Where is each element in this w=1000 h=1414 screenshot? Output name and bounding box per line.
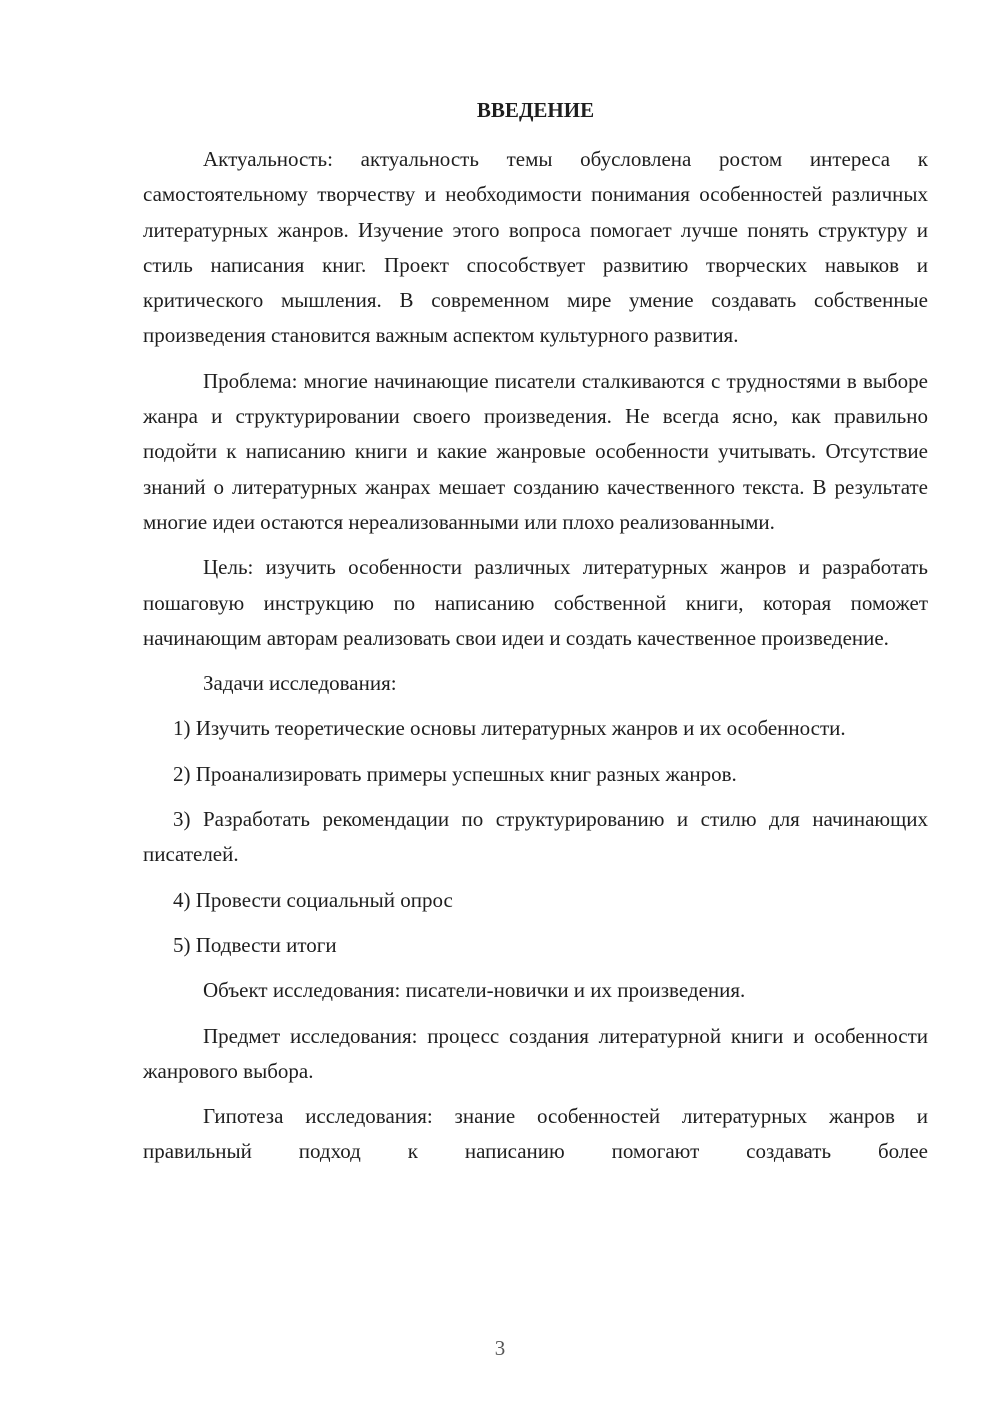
task-item-4: 4) Провести социальный опрос bbox=[173, 887, 453, 912]
paragraph-subject: Предмет исследования: процесс создания литературной книги и особенности жанрового выбора. bbox=[143, 1023, 928, 1083]
task-item-1: 1) Изучить теоретические основы литературных жанров и их особенности. bbox=[173, 716, 846, 741]
paragraph-relevance: Актуальность: актуальность темы обусловлена ростом интереса к самостоятельному творчеству и необходимости понимания особенностей различных литературных жанров. Изучение этого вопроса помогает лучше понять структуру и стиль написания книг. Проект способствует развитию творческих навыков и критического мышления. В современном мире умение создавать собственные произведения становится важным аспектом культурного развития. bbox=[143, 147, 928, 348]
paragraph-problem: Проблема: многие начинающие писатели сталкиваются с трудностями в выборе жанра и структурировании своего произведения. Не всегда ясно, как правильно подойти к написанию книги и какие жанровые особенности учитывать. Отсутствие знаний о литературных жанрах мешает созданию качественного текста. В результате многие идеи остаются нереализованными или плохо реализованными. bbox=[143, 368, 928, 534]
task-item-2: 2) Проанализировать примеры успешных книг разных жанров. bbox=[173, 761, 737, 786]
page-number: 3 bbox=[494, 1336, 506, 1360]
task-item-5: 5) Подвести итоги bbox=[173, 932, 337, 957]
paragraph-hypothesis: Гипотеза исследования: знание особенностей литературных жанров и правильный подход к написанию помогают создавать более bbox=[143, 1104, 928, 1164]
task-item-3: 3) Разработать рекомендации по структурированию и стилю для начинающих писателей. bbox=[143, 807, 928, 867]
paragraph-object: Объект исследования: писатели-новички и их произведения. bbox=[203, 978, 746, 1003]
document-body bbox=[143, 142, 928, 1170]
paragraph-goal: Цель: изучить особенности различных литературных жанров и разработать пошаговую инструкцию по написанию собственной книги, которая поможет начинающим авторам реализовать свои идеи и создать качественное произведение. bbox=[143, 555, 928, 650]
section-title: ВВЕДЕНИЕ bbox=[476, 98, 595, 122]
tasks-heading: Задачи исследования: bbox=[203, 671, 397, 696]
